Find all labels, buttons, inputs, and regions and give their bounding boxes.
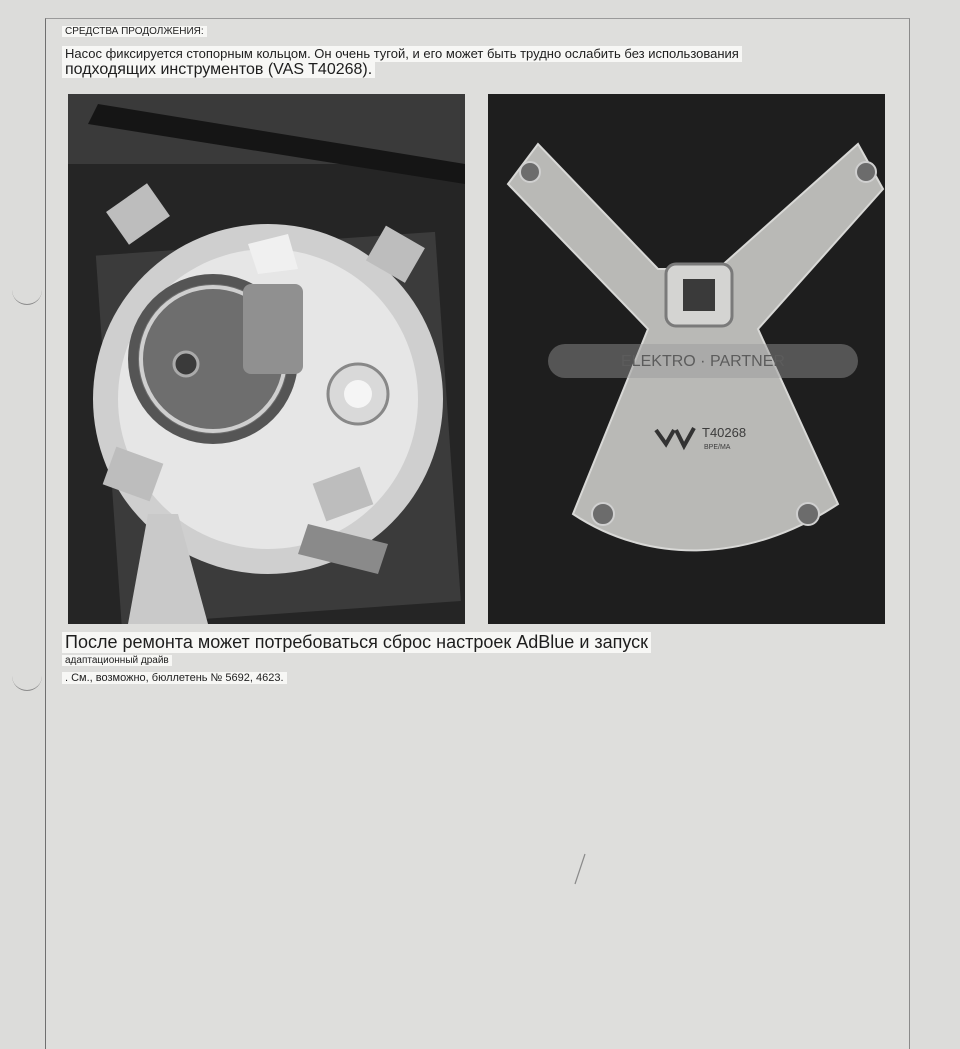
post-repair-sub: адаптационный драйв	[62, 655, 172, 666]
photo-pump-retaining-ring	[68, 94, 465, 624]
intro-text	[62, 46, 742, 78]
post-repair-headline: После ремонта может потребоваться сброс настроек AdBlue и запуск	[62, 632, 651, 653]
tool-engraving: T40268	[702, 425, 747, 440]
bulletin-reference: . См., возможно, бюллетень № 5692, 4623.	[62, 672, 287, 684]
section-label: СРЕДСТВА ПРОДОЛЖЕНИЯ:	[62, 26, 207, 37]
photo-vas-tool	[488, 94, 885, 624]
watermark-text: ELEKTRO · PARTNER	[621, 353, 785, 370]
pencil-mark	[570, 852, 590, 888]
punch-hole	[12, 290, 42, 305]
intro-line-2: подходящих инструментов (VAS T40268).	[62, 62, 375, 78]
punch-hole	[12, 676, 42, 691]
tool-engraving-sub: BPE/MA	[704, 444, 731, 451]
intro-line-1: Насос фиксируется стопорным кольцом. Он очень тугой, и его может быть трудно ослабить без использования	[62, 46, 742, 62]
